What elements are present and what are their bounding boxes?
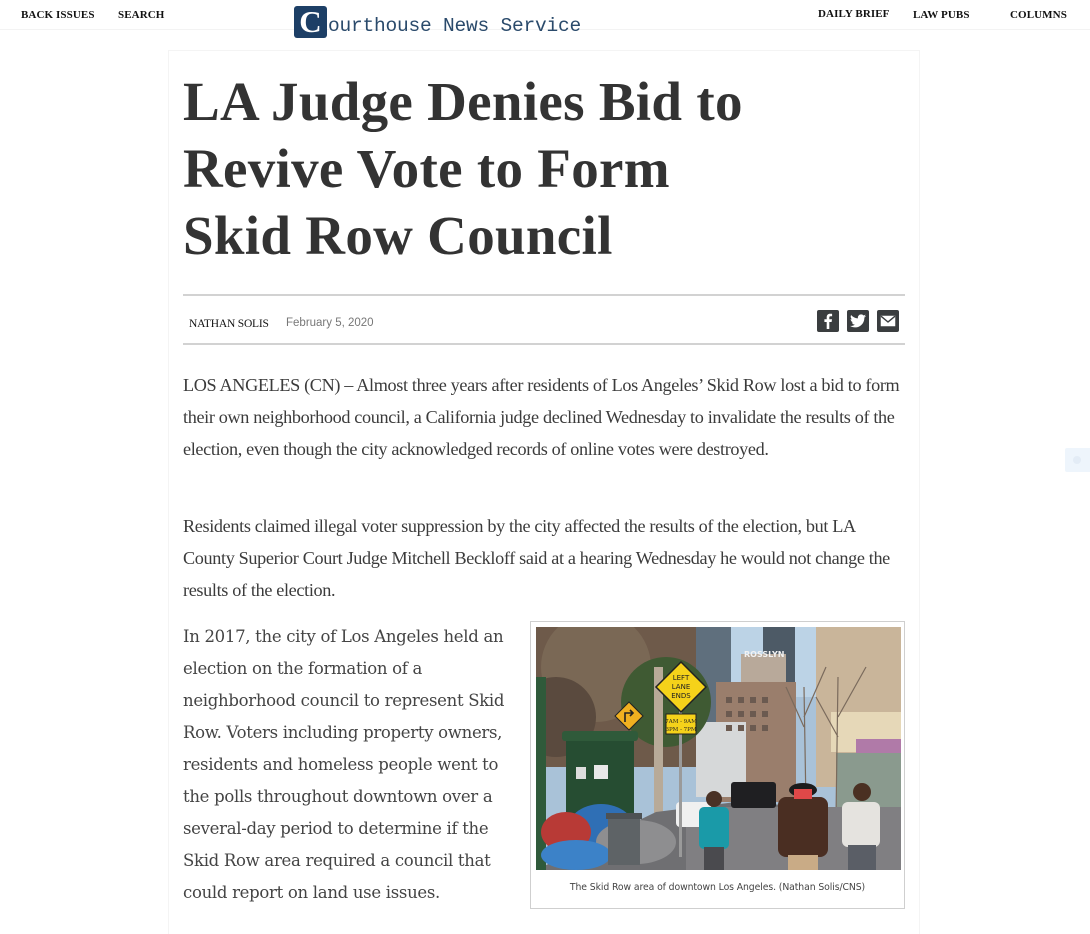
author-byline[interactable]: NATHAN SOLIS bbox=[189, 318, 269, 330]
nav-columns[interactable]: COLUMNS bbox=[1010, 9, 1067, 21]
article-headline bbox=[183, 68, 883, 269]
share-email-button[interactable] bbox=[877, 310, 899, 332]
svg-text:LEFT: LEFT bbox=[672, 674, 690, 682]
svg-text:LANE: LANE bbox=[671, 683, 691, 691]
site-logo[interactable] bbox=[294, 4, 581, 38]
facebook-icon bbox=[821, 313, 835, 329]
logo-text: ourthouse News Service bbox=[328, 14, 582, 37]
article-figure bbox=[530, 621, 905, 909]
nav-back-issues[interactable]: BACK ISSUES bbox=[21, 9, 95, 21]
nav-search[interactable]: SEARCH bbox=[118, 9, 165, 21]
logo-initial: C bbox=[294, 6, 327, 38]
headline-line-2: Revive Vote to Form bbox=[183, 138, 670, 199]
headline-line-3: Skid Row Council bbox=[183, 205, 613, 266]
meta-bottom-divider bbox=[183, 343, 905, 345]
headline-line-1: LA Judge Denies Bid to bbox=[183, 71, 743, 132]
top-navigation bbox=[0, 0, 1090, 39]
meta-top-divider bbox=[183, 294, 905, 296]
street-scene-image bbox=[536, 627, 901, 870]
share-facebook-button[interactable] bbox=[817, 310, 839, 332]
email-icon bbox=[880, 315, 896, 327]
svg-text:7AM - 9AM: 7AM - 9AM bbox=[665, 719, 697, 725]
floating-widget-tab[interactable] bbox=[1065, 448, 1090, 472]
skid-row-photo[interactable] bbox=[536, 627, 901, 870]
svg-text:ROSSLYN: ROSSLYN bbox=[744, 650, 785, 659]
article-paragraph-1: LOS ANGELES (CN) – Almost three years after residents of Los Angeles’ Skid Row lost a bid to form their own neighborhood council, a California judge declined Wednesday to invalidate the results of the election, even though the city acknowledged records of online votes were destroyed. bbox=[183, 375, 900, 459]
widget-dot-icon bbox=[1073, 456, 1081, 464]
publish-date: February 5, 2020 bbox=[286, 317, 374, 329]
twitter-icon bbox=[850, 314, 866, 328]
article-paragraph-3: In 2017, the city of Los Angeles held an election on the formation of a neighborhood council to represent Skid Row. Voters including property owners, residents and homeless people went to the polls throughout downtown over a several-day period to determine if the Skid Row area required a council that could report on land use issues. bbox=[183, 627, 505, 902]
article-paragraph-2: Residents claimed illegal voter suppression by the city affected the results of the election, but LA County Superior Court Judge Mitchell Beckloff said at a hearing Wednesday he would not change the results of the election. bbox=[183, 516, 890, 600]
nav-law-pubs[interactable]: LAW PUBS bbox=[913, 9, 970, 21]
nav-daily-brief[interactable]: DAILY BRIEF bbox=[818, 8, 890, 20]
svg-text:ENDS: ENDS bbox=[671, 692, 691, 700]
svg-text:3PM - 7PM: 3PM - 7PM bbox=[665, 727, 697, 733]
figure-caption: The Skid Row area of downtown Los Angeles. (Nathan Solis/CNS) bbox=[569, 882, 866, 893]
share-twitter-button[interactable] bbox=[847, 310, 869, 332]
